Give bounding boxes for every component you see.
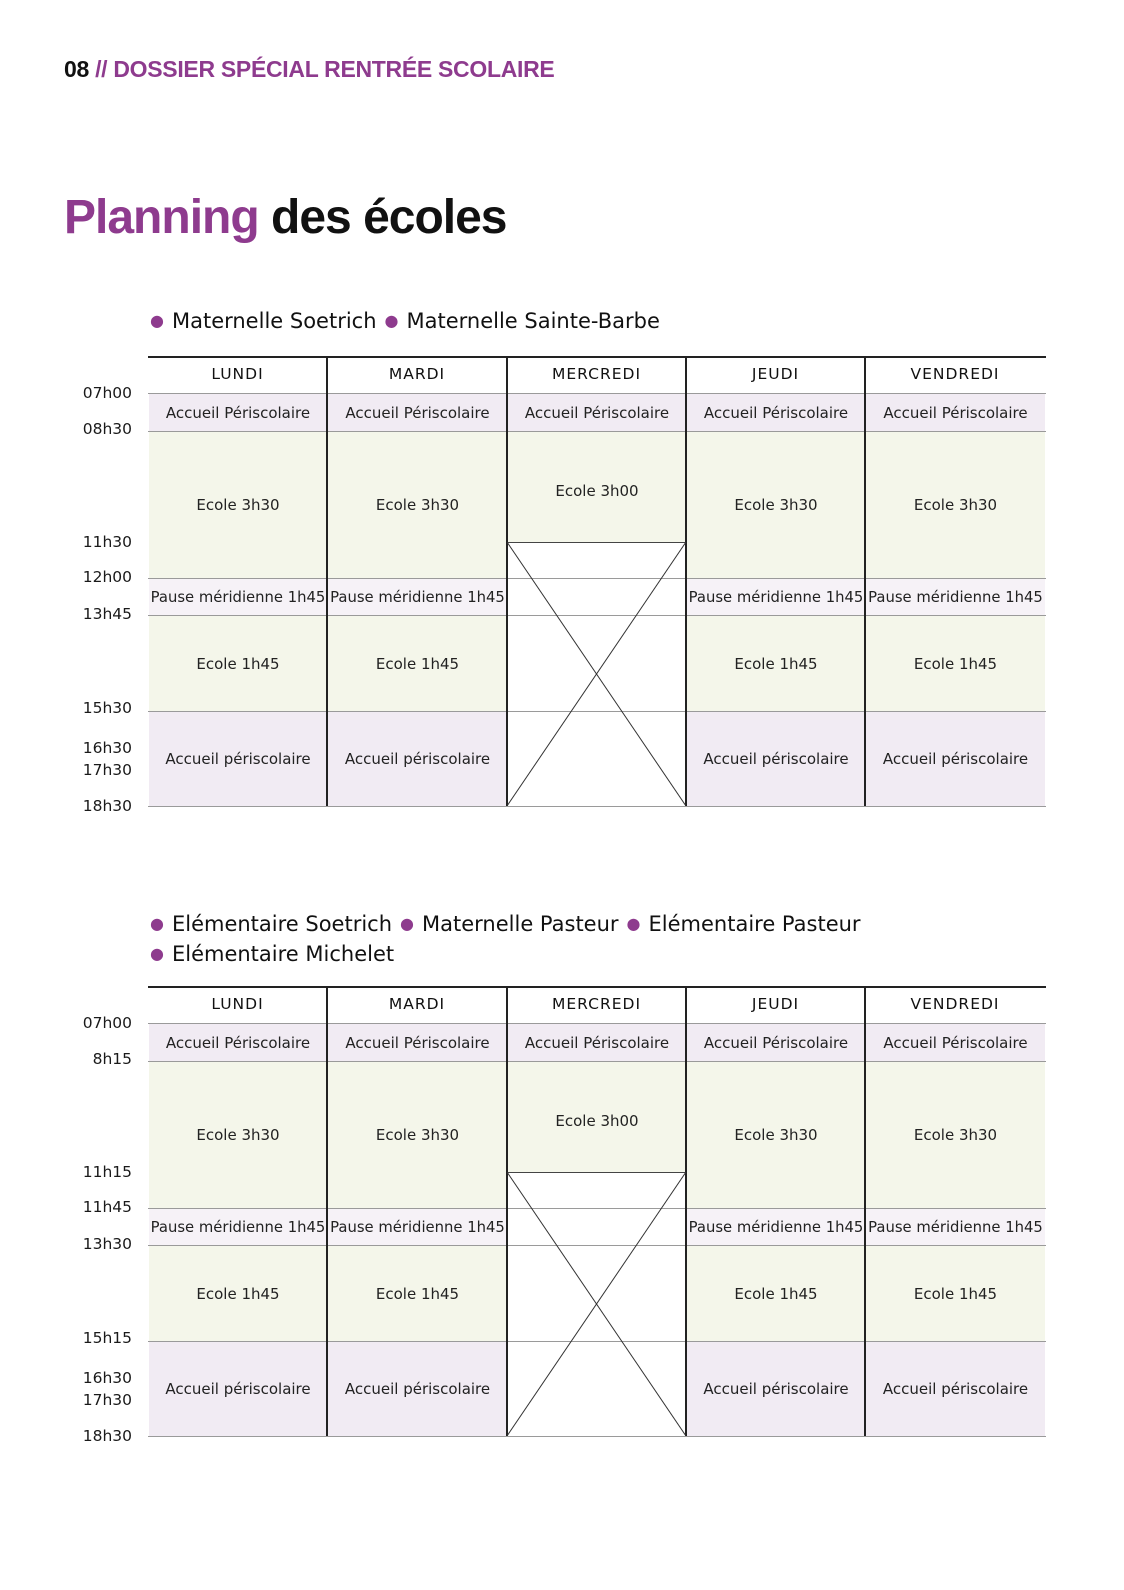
time-label: 8h15: [92, 1050, 132, 1068]
day-header-vendredi: VENDREDI: [910, 995, 1000, 1013]
page-number: 08: [64, 56, 89, 82]
column-divider: [864, 986, 866, 1436]
wednesday-no-school-cross-icon: [507, 542, 686, 806]
cell-lunch-break: Pause méridienne 1h45: [149, 579, 327, 615]
grid-line: [148, 1023, 1046, 1024]
column-divider: [326, 356, 328, 806]
time-label: 16h30: [82, 739, 132, 757]
cell-afternoon-school: Ecole 1h45: [687, 616, 865, 711]
day-header-mercredi: MERCREDI: [551, 995, 642, 1013]
day-header-mardi: MARDI: [388, 365, 446, 383]
cell-morning-school: Ecole 3h30: [866, 1062, 1045, 1208]
column-divider: [326, 986, 328, 1436]
cell-morning-periscolaire: Accueil Périscolaire: [687, 1024, 865, 1061]
grid-line: [148, 356, 1046, 358]
time-label: 15h15: [82, 1329, 132, 1347]
cell-afternoon-school: Ecole 1h45: [149, 616, 327, 711]
school-name: [392, 912, 619, 936]
grid-line: [148, 431, 1046, 432]
cell-morning-periscolaire: Accueil Périscolaire: [866, 1024, 1045, 1061]
cell-lunch-break: Pause méridienne 1h45: [149, 1209, 327, 1245]
section-title: DOSSIER SPÉCIAL RENTRÉE SCOLAIRE: [113, 56, 555, 82]
cell-evening-periscolaire: Accueil périscolaire: [149, 712, 327, 806]
day-header-vendredi: VENDREDI: [910, 365, 1000, 383]
school-label: Elémentaire Pasteur: [648, 912, 861, 936]
school-name: [150, 912, 392, 936]
time-label: 15h30: [82, 699, 132, 717]
bullet-icon: ●: [150, 944, 164, 963]
cell-lunch-break: Pause méridienne 1h45: [328, 579, 507, 615]
day-header-mardi: MARDI: [388, 995, 446, 1013]
cell-lunch-break: Pause méridienne 1h45: [866, 579, 1045, 615]
cell-wednesday-school: Ecole 3h00: [508, 432, 686, 542]
school-list: [150, 307, 660, 337]
header-separator: //: [95, 56, 108, 82]
time-label: 11h45: [82, 1198, 132, 1216]
time-label: 08h30: [82, 420, 132, 438]
cell-morning-school: Ecole 3h30: [328, 1062, 507, 1208]
day-header-lundi: LUNDI: [211, 365, 264, 383]
grid-line: [148, 1436, 1046, 1437]
time-label: 13h45: [82, 605, 132, 623]
wednesday-no-school-cross-icon: [507, 1172, 686, 1436]
cell-morning-periscolaire: Accueil Périscolaire: [328, 394, 507, 431]
cell-morning-periscolaire: Accueil Périscolaire: [508, 394, 686, 431]
school-label: Maternelle Pasteur: [422, 912, 619, 936]
bullet-icon: ●: [626, 914, 641, 933]
cell-afternoon-school: Ecole 1h45: [687, 1246, 865, 1341]
grid-line: [148, 806, 1046, 807]
cell-morning-school: Ecole 3h30: [328, 432, 507, 578]
time-label: 16h30: [82, 1369, 132, 1387]
grid-line: [148, 1061, 1046, 1062]
cell-evening-periscolaire: Accueil périscolaire: [866, 1342, 1045, 1436]
column-divider: [864, 356, 866, 806]
day-header-jeudi: JEUDI: [751, 365, 800, 383]
grid-line: [148, 986, 1046, 988]
cell-evening-periscolaire: Accueil périscolaire: [149, 1342, 327, 1436]
cell-morning-school: Ecole 3h30: [149, 1062, 327, 1208]
school-label: Maternelle Sainte-Barbe: [406, 309, 660, 333]
cell-wednesday-school: Ecole 3h00: [508, 1062, 686, 1172]
time-label: 12h00: [82, 568, 132, 586]
cell-morning-school: Ecole 3h30: [687, 432, 865, 578]
school-name: [377, 309, 660, 333]
cell-evening-periscolaire: Accueil périscolaire: [328, 1342, 507, 1436]
cell-evening-periscolaire: Accueil périscolaire: [866, 712, 1045, 806]
cell-evening-periscolaire: Accueil périscolaire: [687, 1342, 865, 1436]
bullet-icon: ●: [384, 311, 399, 330]
cell-afternoon-school: Ecole 1h45: [866, 1246, 1045, 1341]
grid-line: [148, 393, 1046, 394]
school-name: [619, 912, 861, 936]
day-header-jeudi: JEUDI: [751, 995, 800, 1013]
cell-afternoon-school: Ecole 1h45: [866, 616, 1045, 711]
day-header-lundi: LUNDI: [211, 995, 264, 1013]
time-label: 07h00: [82, 1014, 132, 1032]
cell-morning-periscolaire: Accueil Périscolaire: [149, 1024, 327, 1061]
page-title: [64, 190, 507, 245]
school-list-line: [150, 940, 861, 970]
cell-morning-school: Ecole 3h30: [687, 1062, 865, 1208]
cell-afternoon-school: Ecole 1h45: [328, 1246, 507, 1341]
school-label: Maternelle Soetrich: [171, 309, 377, 333]
school-list-line: [150, 910, 861, 940]
time-label: 18h30: [82, 1427, 132, 1445]
school-list: [150, 910, 861, 970]
day-header-mercredi: MERCREDI: [551, 365, 642, 383]
bullet-icon: ●: [150, 311, 164, 330]
cell-evening-periscolaire: Accueil périscolaire: [687, 712, 865, 806]
cell-lunch-break: Pause méridienne 1h45: [687, 1209, 865, 1245]
cell-morning-periscolaire: Accueil Périscolaire: [328, 1024, 507, 1061]
page-header: [64, 56, 554, 83]
time-label: 13h30: [82, 1235, 132, 1253]
bullet-icon: ●: [150, 914, 164, 933]
cell-afternoon-school: Ecole 1h45: [328, 616, 507, 711]
time-label: 11h30: [82, 533, 132, 551]
cell-lunch-break: Pause méridienne 1h45: [687, 579, 865, 615]
cell-morning-periscolaire: Accueil Périscolaire: [508, 1024, 686, 1061]
time-label: 17h30: [82, 761, 132, 779]
time-label: 11h15: [82, 1163, 132, 1181]
cell-morning-school: Ecole 3h30: [149, 432, 327, 578]
cell-morning-periscolaire: Accueil Périscolaire: [149, 394, 327, 431]
cell-afternoon-school: Ecole 1h45: [149, 1246, 327, 1341]
time-label: 07h00: [82, 384, 132, 402]
school-label: Elémentaire Soetrich: [171, 912, 393, 936]
page-title-rest: des écoles: [271, 191, 507, 244]
cell-lunch-break: Pause méridienne 1h45: [866, 1209, 1045, 1245]
school-name: [150, 309, 377, 333]
cell-morning-periscolaire: Accueil Périscolaire: [687, 394, 865, 431]
time-label: 18h30: [82, 797, 132, 815]
cell-morning-school: Ecole 3h30: [866, 432, 1045, 578]
school-label: Elémentaire Michelet: [171, 942, 395, 966]
page-title-accent: Planning: [64, 191, 259, 244]
cell-morning-periscolaire: Accueil Périscolaire: [866, 394, 1045, 431]
bullet-icon: ●: [400, 914, 415, 933]
time-label: 17h30: [82, 1391, 132, 1409]
cell-evening-periscolaire: Accueil périscolaire: [328, 712, 507, 806]
cell-lunch-break: Pause méridienne 1h45: [328, 1209, 507, 1245]
school-list-line: [150, 307, 660, 337]
school-name: [150, 942, 394, 966]
